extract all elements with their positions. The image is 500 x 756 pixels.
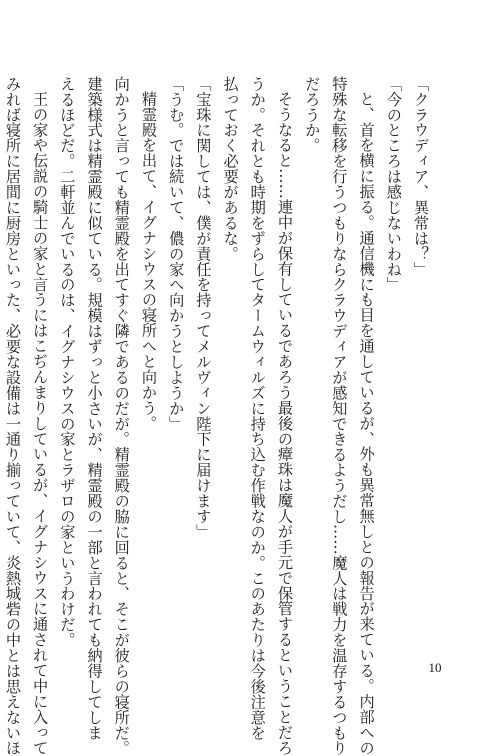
text-line: だろうか。 [303, 76, 322, 154]
page-number: 10 [428, 660, 442, 675]
text-line: と、首を横に振る。通信機にも目を通しているが、外も異常無しとの報告が来ている。内部への [357, 91, 376, 756]
text-line: 「クラウディア、異常は？」 [412, 76, 430, 277]
text-line: 「今のところは感じないわね」 [384, 76, 403, 293]
body-text [3, 76, 434, 756]
text-line: そうなると……連中が保有しているであろう最後の瘴珠は魔人が手元で保管するということだろ [275, 91, 294, 756]
text-line: 向かうと言っても精霊殿を出てすぐ隣であるのだが。精霊殿の脇に回ると、そこが彼らの寝所だ。 [112, 76, 131, 756]
text-line: 払っておく必要があるな。 [221, 76, 240, 262]
text-line: 「宝珠に関しては、僕が責任を持ってメルヴィン陛下に届けます」 [194, 76, 213, 540]
text-line: 「うむ。では続いて、儂の家へ向かうとしようか」 [167, 76, 186, 432]
text-line: 建築様式は精霊殿に似ている。規模はずっと小さいが、精霊殿の一部と言われても納得してしま [85, 76, 104, 741]
text-line: えるほどだ。二軒並んでいるのは、イグナシウスの家とラザロの家というわけだ。 [58, 76, 77, 648]
text-line: みれば寝所に居間に厨房といった、必要な設備は一通り揃っていて、炎熱城砦の中とは思えないほ [3, 76, 22, 756]
text-line: 精霊殿を出て、イグナシウスの寝所へと向かう。 [139, 91, 158, 432]
text-line: 特殊な転移を行うつもりならクラウディアが感知できるようだし……魔人は戦力を温存するつもり [330, 76, 349, 756]
text-line: 王の家や伝説の騎士の家と言うにはこぢんまりしているが、イグナシウスに通されて中に入って [31, 91, 50, 756]
text-line: うか。それとも時期をずらしてタームウィルズに持ち込む作戦なのか。このあたりは今後注意を [248, 76, 267, 741]
